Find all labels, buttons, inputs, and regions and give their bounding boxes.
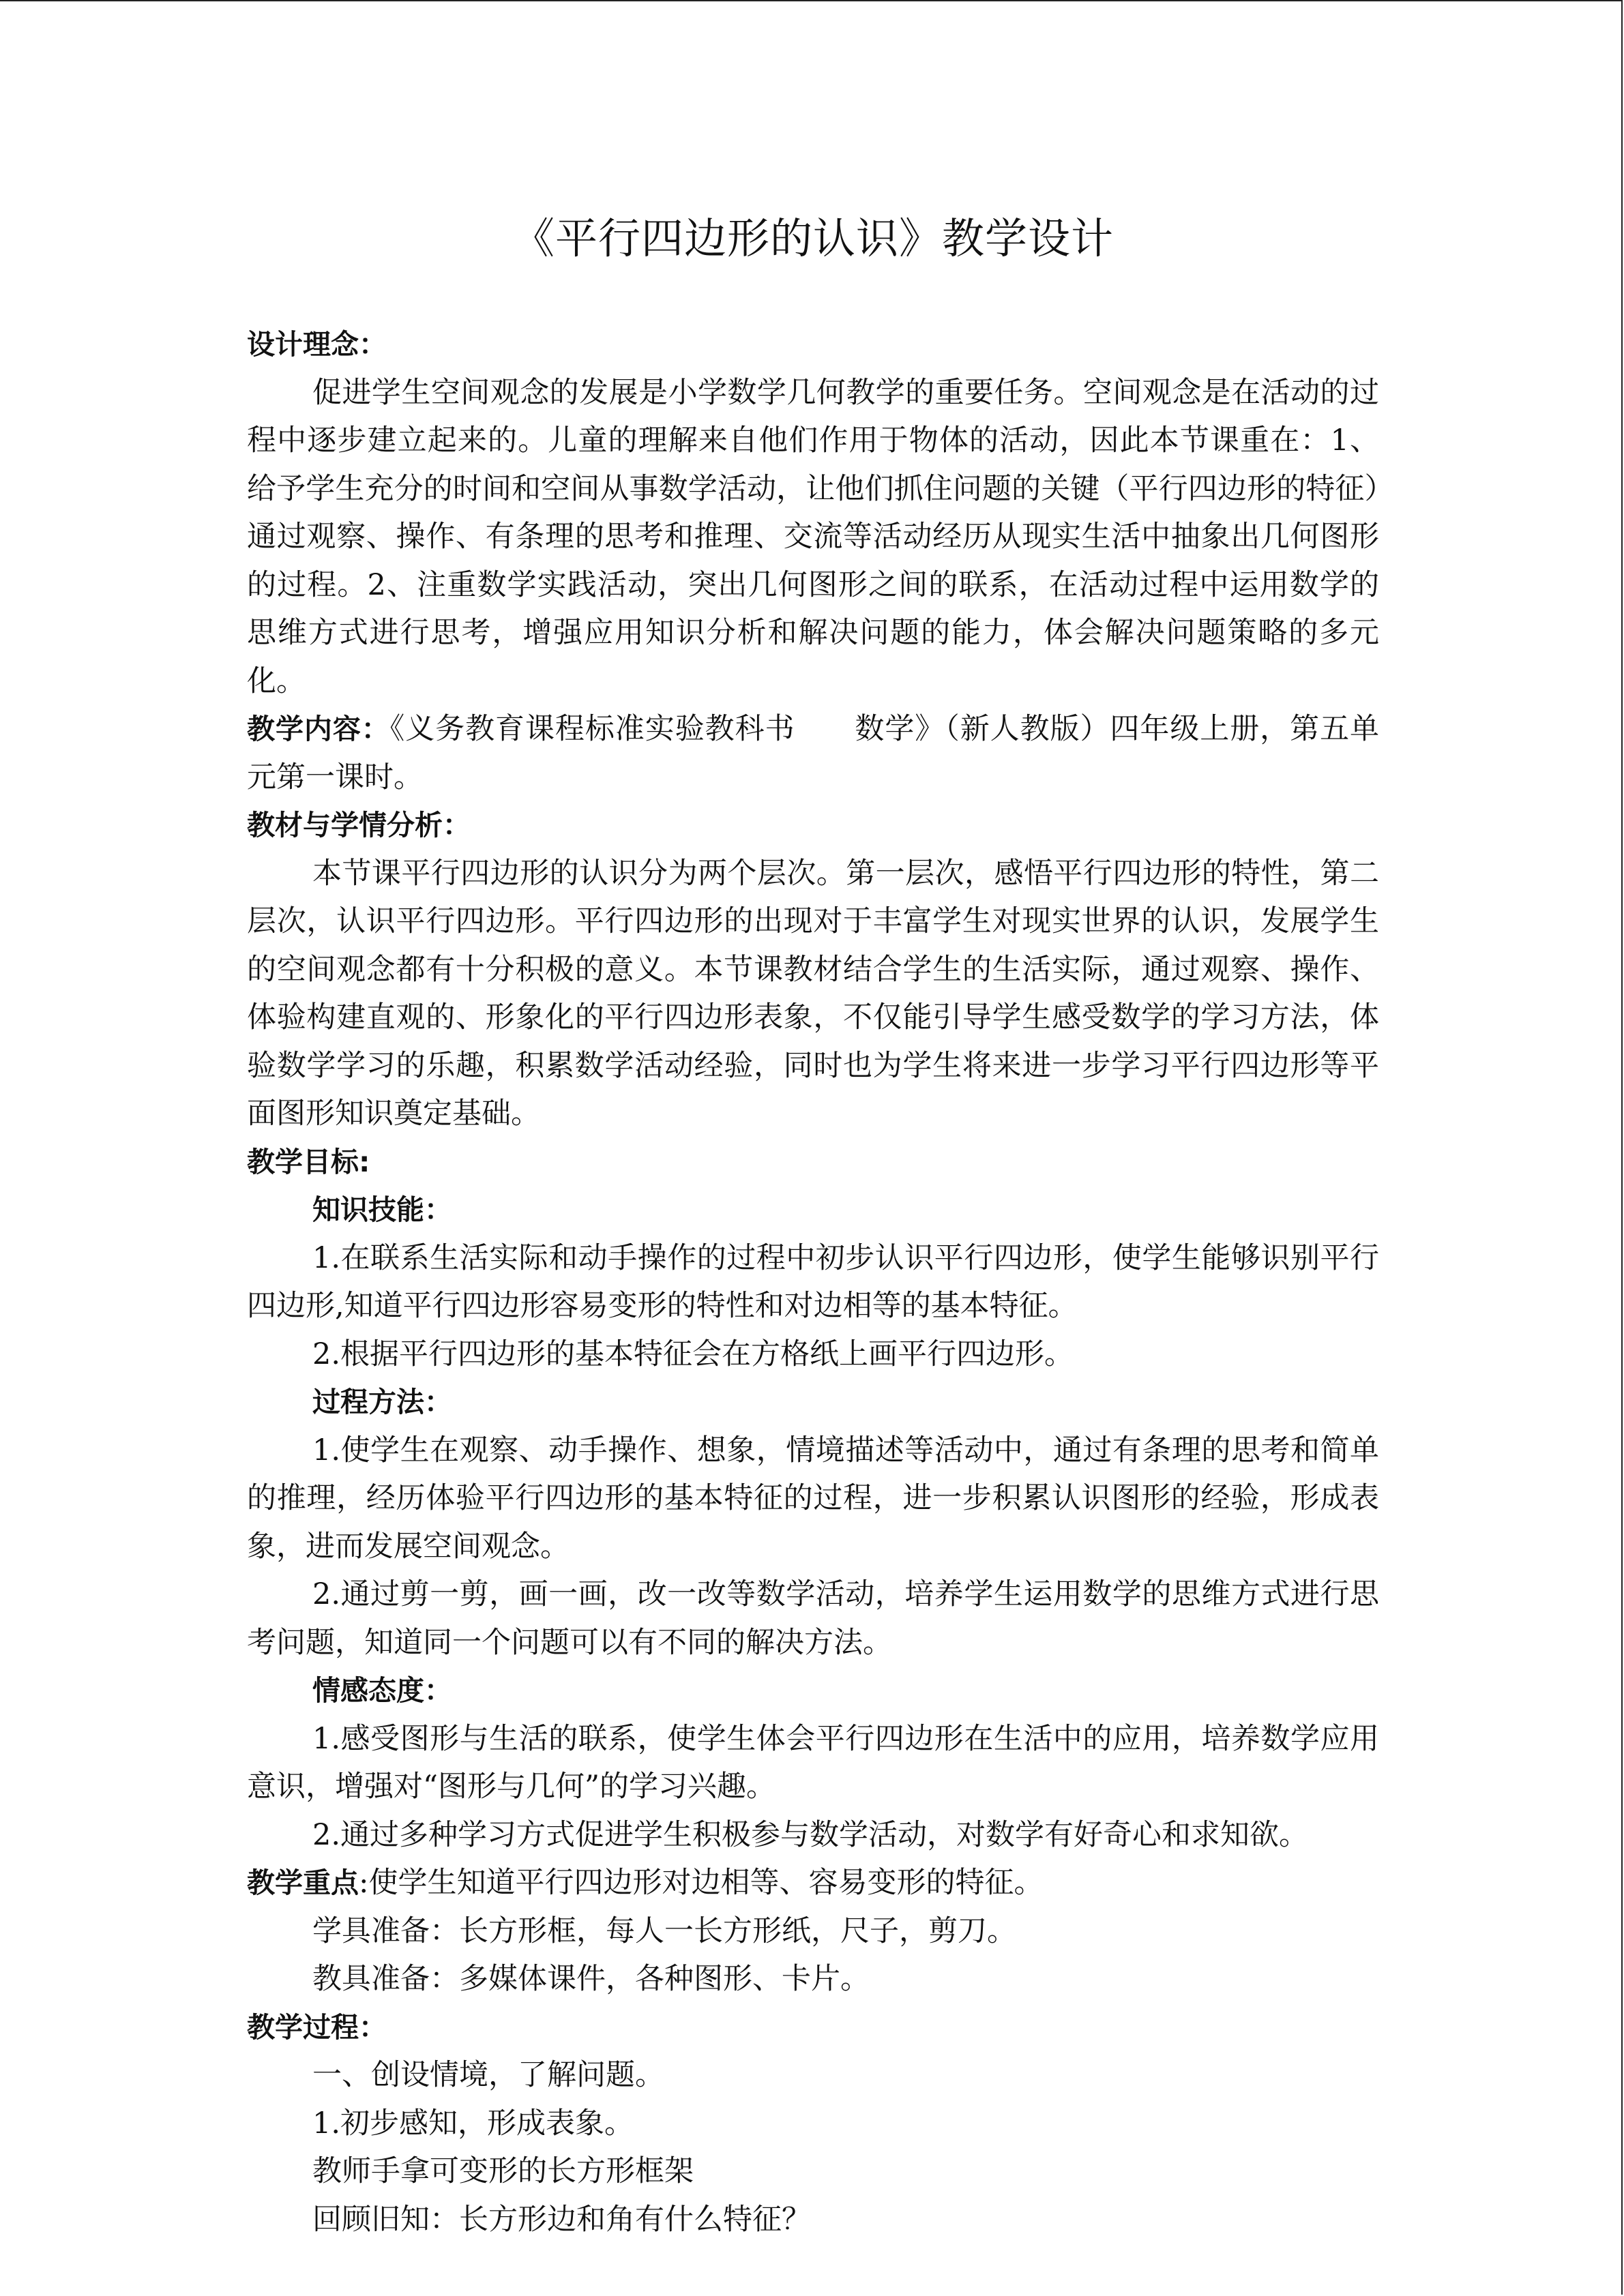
teaching-process-line-2: 1.初步感知，形成表象。 bbox=[312, 2106, 634, 2141]
teaching-process-line-1: 一、创设情境，了解问题。 bbox=[312, 2058, 664, 2092]
teaching-process-heading: 教学过程： bbox=[247, 2010, 387, 2044]
emotion-heading: 情感态度： bbox=[312, 1674, 452, 1707]
key-point-paragraph bbox=[247, 1859, 1379, 1907]
teaching-content-paragraph bbox=[247, 705, 1379, 801]
document-body bbox=[247, 205, 1379, 2243]
document-title: 《平行四边形的认识》教学设计 bbox=[512, 213, 1114, 263]
key-point-label: 教学重点 bbox=[247, 1866, 359, 1899]
teaching-content-label: 教学内容： bbox=[247, 713, 390, 745]
design-concept-heading: 设计理念： bbox=[247, 328, 387, 361]
teaching-process-line-4: 回顾旧知：长方形边和角有什么特征？ bbox=[312, 2202, 811, 2237]
knowledge-item-1: 1.在联系生活实际和动手操作的过程中初步认识平行四边形，使学生能够识别平行四边形,知道平行四边形容易变形的特性和对边相等的基本特征。 bbox=[247, 1240, 1379, 1323]
emotion-item-1: 1.感受图形与生活的联系，使学生体会平行四边形在生活中的应用，培养数学应用意识，增强对“图形与几何”的学习兴趣。 bbox=[247, 1721, 1379, 1804]
teaching-process-line-3: 教师手拿可变形的长方形框架 bbox=[312, 2154, 694, 2188]
teaching-content-body: 《义务教育课程标准实验教科书 数学》（新人教版）四年级上册，第五单元第一课时。 bbox=[247, 712, 1380, 794]
process-method-item-1: 1.使学生在观察、动手操作、想象，情境描述等活动中，通过有条理的思考和简单的推理，经历体验平行四边形的基本特征的过程，进一步积累认识图形的经验，形成表象，进而发展空间观念。 bbox=[247, 1433, 1379, 1564]
analysis-body: 本节课平行四边形的认识分为两个层次。第一层次，感悟平行四边形的特性，第二层次，认识平行四边形。平行四边形的出现对于丰富学生对现实世界的认识，发展学生的空间观念都有十分积极的意义。本节课教材结合学生的生活实际，通过观察、操作、体验构建直观的、形象化的平行四边形表象，不仅能引导学生感受数学的学习方法，体验数学学习的乐趣，积累数学活动经验，同时也为学生将来进一步学习平行四边形等平面图形知识奠定基础。 bbox=[247, 856, 1379, 1131]
objectives-heading: 教学目标: bbox=[247, 1145, 370, 1178]
process-method-item-2: 2.通过剪一剪，画一画，改一改等数学活动，培养学生运用数学的思维方式进行思考问题，知道同一个问题可以有不同的解决方法。 bbox=[247, 1577, 1379, 1660]
knowledge-item-2: 2.根据平行四边形的基本特征会在方格纸上画平行四边形。 bbox=[312, 1337, 1074, 1371]
student-materials: 学具准备：长方形框，每人一长方形纸，尺子，剪刀。 bbox=[312, 1913, 1016, 1948]
key-point-body: :使学生知道平行四边形对边相等、容易变形的特征。 bbox=[359, 1866, 1044, 1900]
knowledge-heading: 知识技能： bbox=[312, 1193, 452, 1226]
design-concept-body: 促进学生空间观念的发展是小学数学几何教学的重要任务。空间观念是在活动的过程中逐步建立起来的。儿童的理解来自他们作用于物体的活动，因此本节课重在：1、给予学生充分的时间和空间从事数学活动，让他们抓住问题的关键（平行四边形的特征）通过观察、操作、有条理的思考和推理、交流等活动经历从现实生活中抽象出几何图形的过程。2、注重数学实践活动，突出几何图形之间的联系，在活动过程中运用数学的思维方式进行思考，增强应用知识分析和解决问题的能力，体会解决问题策略的多元化。 bbox=[247, 375, 1379, 698]
analysis-heading: 教材与学情分析： bbox=[247, 809, 471, 841]
teacher-materials: 教具准备：多媒体课件，各种图形、卡片。 bbox=[312, 1962, 870, 1996]
emotion-item-2: 2.通过多种学习方式促进学生积极参与数学活动，对数学有好奇心和求知欲。 bbox=[312, 1817, 1309, 1852]
process-method-heading: 过程方法： bbox=[312, 1386, 452, 1418]
